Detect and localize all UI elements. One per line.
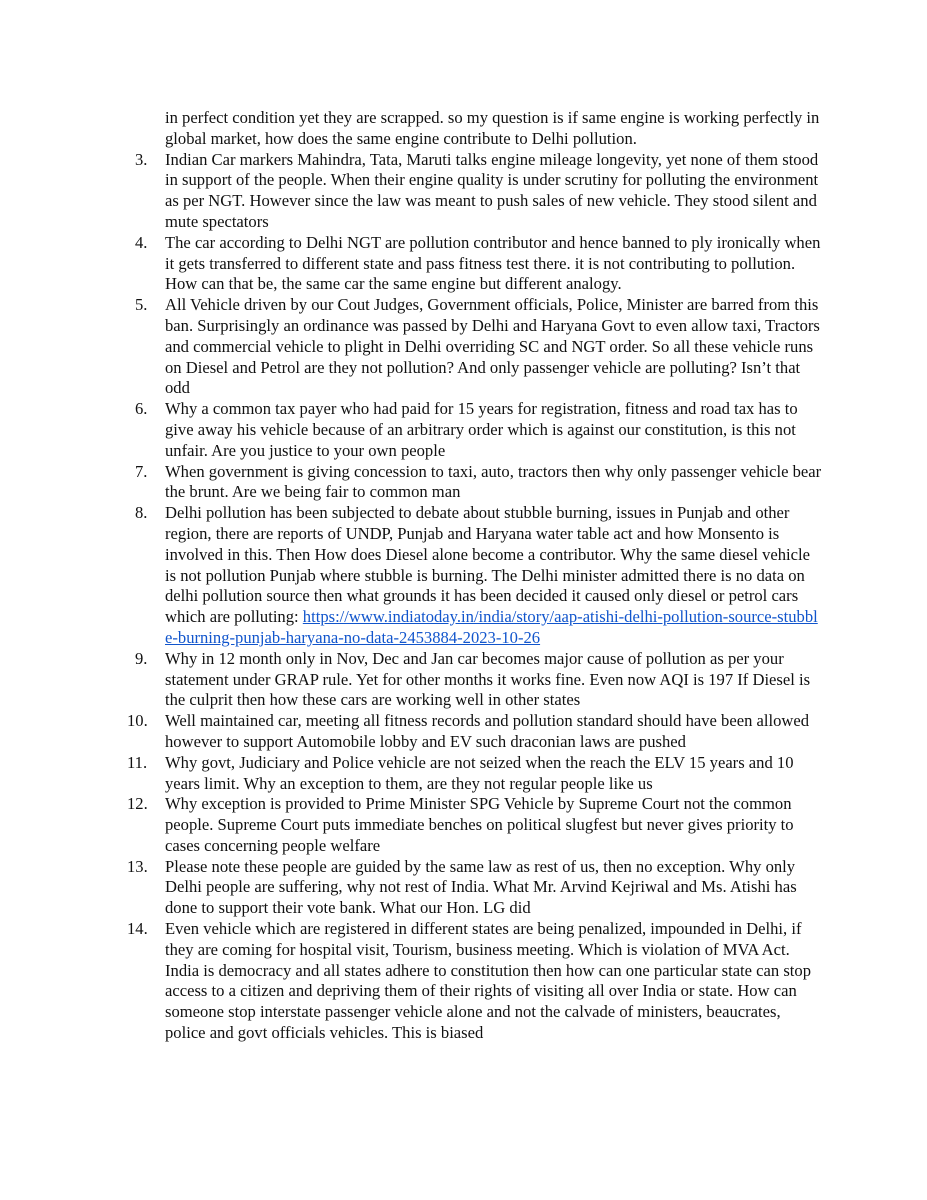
list-item-text: Why govt, Judiciary and Police vehicle are not seized when the reach the ELV 15 years and 10 years limit. Why an exception to them, are they not regular people like us	[165, 752, 794, 793]
list-item-text: Why exception is provided to Prime Minister SPG Vehicle by Supreme Court not the common people. Supreme Court puts immediate benches on political slugfest but never gives priority to cases concerning people welfare	[165, 794, 794, 855]
list-number: 4.	[135, 232, 148, 252]
list-number: 11.	[127, 752, 148, 772]
list-number: 8.	[135, 503, 148, 523]
list-item-11	[122, 753, 822, 795]
list-number: 14.	[127, 919, 148, 939]
list-item-8	[122, 503, 822, 649]
continued-paragraph: in perfect condition yet they are scrapped. so my question is if same engine is working perfectly in global market, how does the same engine contribute to Delhi pollution.	[165, 108, 820, 148]
list-item-text: Indian Car markers Mahindra, Tata, Maruti talks engine mileage longevity, yet none of them stood in support of the people. When their engine quality is under scrutiny for polluting the environment as per NGT. However since the law was meant to push sales of new vehicle. They stood silent and mute spectators	[165, 149, 819, 231]
document-body	[122, 108, 822, 1044]
list-item-text: All Vehicle driven by our Cout Judges, Government officials, Police, Minister are barred from this ban. Surprisingly an ordinance was passed by Delhi and Haryana Govt to even allow taxi, Tractors and commercial vehicle to plight in Delhi overriding SC and NGT order. So all these vehicle runs on Diesel and Petrol are they not pollution? And only passenger vehicle are polluting? Isn’t that odd	[165, 295, 820, 398]
list-number: 13.	[127, 856, 148, 876]
list-item-text: Well maintained car, meeting all fitness records and pollution standard should have been allowed however to support Automobile lobby and EV such draconian laws are pushed	[165, 711, 810, 751]
list-item-text: Even vehicle which are registered in different states are being penalized, impounded in Delhi, if they are coming for hospital visit, Tourism, business meeting. Which is violation of MVA Act. India is democracy and all states adhere to constitution then how can one particular state can stop access to a citizen and depriving them of their rights of visiting all over India or state. How can someone stop interstate passenger vehicle alone and not the calvade of ministers, beaucrates, police and govt officials vehicles. This is biased	[165, 919, 812, 1043]
list-item-text: Why in 12 month only in Nov, Dec and Jan car becomes major cause of pollution as per your statement under GRAP rule. Yet for other months it works fine. Even now AQI is 197 If Diesel is the culprit then how these cars are working well in other states	[165, 648, 811, 710]
indiatoday-article-link[interactable]: https://www.indiatoday.in/india/story/aap-atishi-delhi-pollution-source-stubble-burning-punjab-haryana-no-data-2453884-2023-10-26	[165, 607, 818, 647]
list-item-text: Please note these people are guided by the same law as rest of us, then no exception. Why only Delhi people are suffering, why not rest of India. What Mr. Arvind Kejriwal and Ms. Atishi has done to support their vote bank. What our Hon. LG did	[165, 856, 797, 918]
list-item-5	[122, 295, 822, 399]
list-item-text: The car according to Delhi NGT are pollution contributor and hence banned to ply ironically when it gets transferred to different state and pass fitness test there. it is not contributing to pollution. How can that be, the same car the same engine but different analogy.	[165, 232, 821, 294]
list-number: 6.	[135, 399, 148, 419]
list-number: 9.	[135, 648, 148, 668]
list-number: 7.	[135, 461, 148, 481]
list-item-4	[122, 233, 822, 295]
list-number: 12.	[127, 794, 148, 814]
list-item-12	[122, 794, 822, 856]
list-item-13	[122, 857, 822, 919]
list-number: 5.	[135, 295, 148, 315]
list-number: 10.	[127, 711, 148, 731]
list-item-text: When government is giving concession to taxi, auto, tractors then why only passenger vehicle bear the brunt. Are we being fair to common man	[165, 461, 822, 502]
list-item-text: Delhi pollution has been subjected to debate about stubble burning, issues in Punjab and other region, there are reports of UNDP, Punjab and Haryana water table act and how Monsento is involved in this. Then How does Diesel alone become a contributor. Why the same diesel vehicle is not pollution Punjab where stubble is burning. The Delhi minister admitted there is no data on delhi pollution source then what grounds it has been decided it caused only diesel or petrol cars which are polluting:	[165, 503, 810, 627]
list-item-14	[122, 919, 822, 1044]
list-item-6	[122, 399, 822, 461]
list-item-text: Why a common tax payer who had paid for 15 years for registration, fitness and road tax has to give away his vehicle because of an arbitrary order which is against our constitution, is this not unfair. Are you justice to your own people	[165, 399, 798, 460]
list-item-7	[122, 462, 822, 504]
list-item-9	[122, 649, 822, 711]
list-item-10	[122, 711, 822, 753]
list-number: 3.	[135, 149, 148, 169]
list-item-3	[122, 150, 822, 233]
